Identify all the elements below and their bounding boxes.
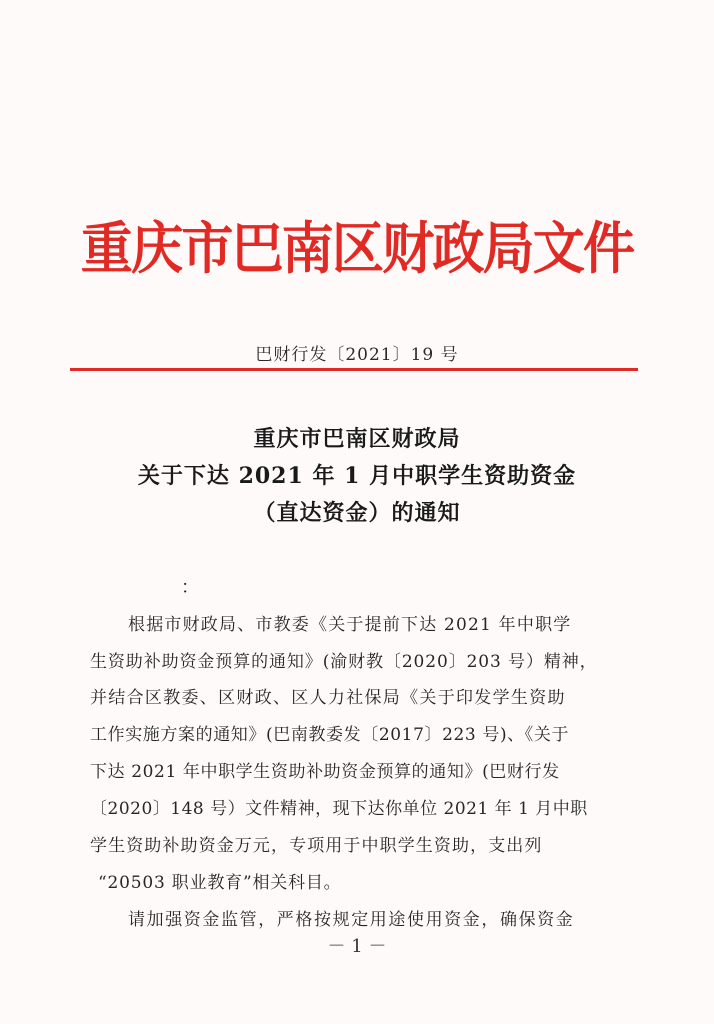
body-line: 根据市财政局、市教委《关于提前下达 2021 年中职学 bbox=[128, 615, 572, 635]
body-line: 〔2020〕148 号）文件精神，现下达你单位 2021 年 1 月中职 bbox=[90, 799, 588, 819]
document-title-line-3: （直达资金）的通知 bbox=[253, 500, 461, 526]
masthead-title: 重庆市巴南区财政局文件 bbox=[80, 216, 634, 282]
body-line: 学生资助补助资金万元，专项用于中职学生资助，支出列 bbox=[90, 836, 543, 856]
body-line: 并结合区教委、区财政、区人力社保局《关于印发学生资助 bbox=[90, 688, 566, 708]
red-separator-line bbox=[70, 368, 638, 371]
page-number: － 1 － bbox=[327, 936, 387, 957]
body-line: “20503 职业教育”相关科目。 bbox=[98, 873, 342, 893]
body-line: 生资助补助资金预算的通知》(渝财教〔2020〕203 号）精神， bbox=[90, 652, 598, 672]
addressee: ： bbox=[181, 577, 199, 598]
document-number: 巴财行发〔2021〕19 号 bbox=[255, 345, 459, 365]
body-line: 工作实施方案的通知》(巴南教委发〔2017〕223 号)、《关于 bbox=[90, 725, 570, 745]
document-title-line-1: 重庆市巴南区财政局 bbox=[253, 426, 461, 452]
body-line: 下达 2021 年中职学生资助补助资金预算的通知》(巴财行发 bbox=[90, 762, 560, 782]
body-line: 请加强资金监管，严格按规定用途使用资金，确保资金 bbox=[128, 910, 575, 930]
document-title-line-2: 关于下达 2021 年 1 月中职学生资助资金 bbox=[137, 463, 577, 489]
